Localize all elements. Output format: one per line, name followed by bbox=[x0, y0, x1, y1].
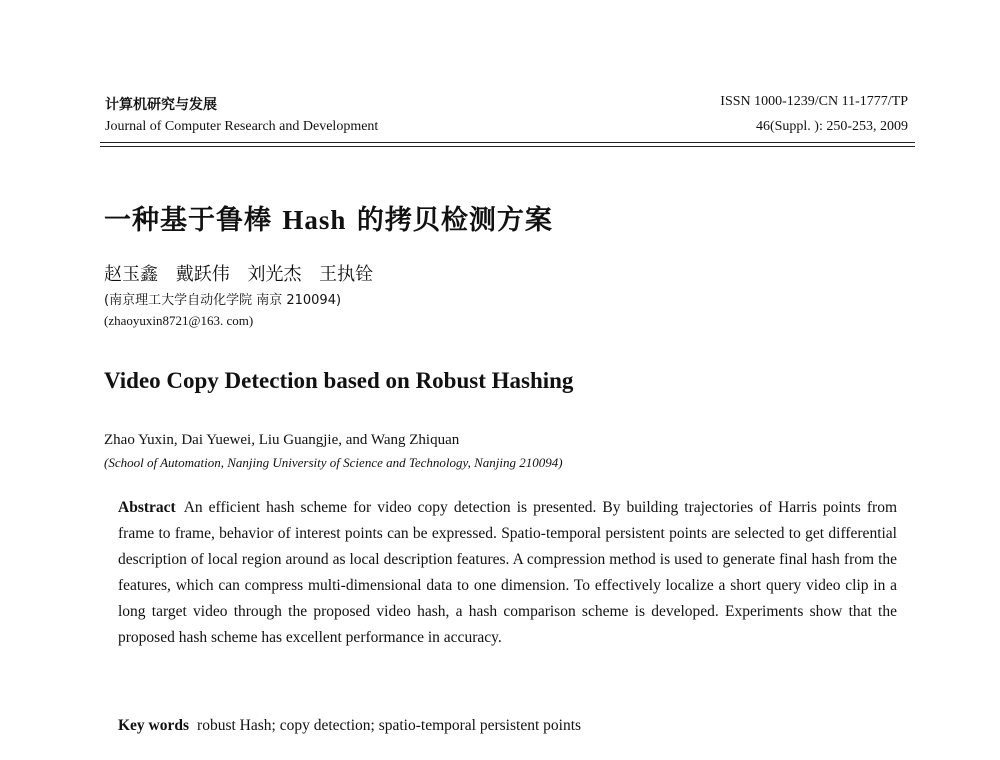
journal-name-en: Journal of Computer Research and Development bbox=[105, 119, 379, 134]
authors-en: Zhao Yuxin, Dai Yuewei, Liu Guangjie, and Wang Zhiquan bbox=[104, 432, 460, 448]
title-cn bbox=[104, 198, 553, 237]
affiliation-cn: (南京理工大学自动化学院 南京 210094) bbox=[104, 293, 342, 308]
title-en: Video Copy Detection based on Robust Hashing bbox=[104, 368, 574, 393]
header-rule bbox=[100, 142, 915, 143]
title-cn-post: 的拷贝检测方案 bbox=[346, 205, 553, 236]
keywords bbox=[118, 717, 581, 735]
title-cn-hash: Hash bbox=[282, 205, 347, 235]
keywords-text: robust Hash; copy detection; spatio-temporal persistent points bbox=[197, 717, 582, 734]
volume-pages: 46(Suppl. ): 250-253, 2009 bbox=[755, 119, 908, 134]
abstract-text: An efficient hash scheme for video copy detection is presented. By building trajectories of Harris points from frame to frame, behavior of interest points can be expressed. Spatio-temporal persistent points are selected to get differential description of local region around as local description features. A compression method is used to generate final hash from the features, which can compress multi-dimensional data to one dimension. To effectively localize a short query video clip in a long target video through the proposed video hash, a hash comparison scheme is developed. Experiments show that the proposed hash scheme has excellent performance in accuracy. bbox=[118, 499, 897, 646]
author-email: (zhaoyuxin8721@163. com) bbox=[104, 313, 254, 328]
title-cn-pre: 一种基于鲁棒 bbox=[104, 205, 283, 236]
abstract-label: Abstract bbox=[118, 499, 176, 516]
affiliation-en: (School of Automation, Nanjing University of Science and Technology, Nanjing 210094) bbox=[104, 455, 563, 470]
keywords-label: Key words bbox=[118, 717, 190, 734]
abstract bbox=[118, 495, 897, 651]
authors-cn: 赵玉鑫 戴跃伟 刘光杰 王执铨 bbox=[104, 264, 374, 285]
header-rule bbox=[100, 146, 915, 147]
issn: ISSN 1000-1239/CN 11-1777/TP bbox=[720, 94, 908, 109]
journal-name-cn: 计算机研究与发展 bbox=[105, 97, 217, 113]
